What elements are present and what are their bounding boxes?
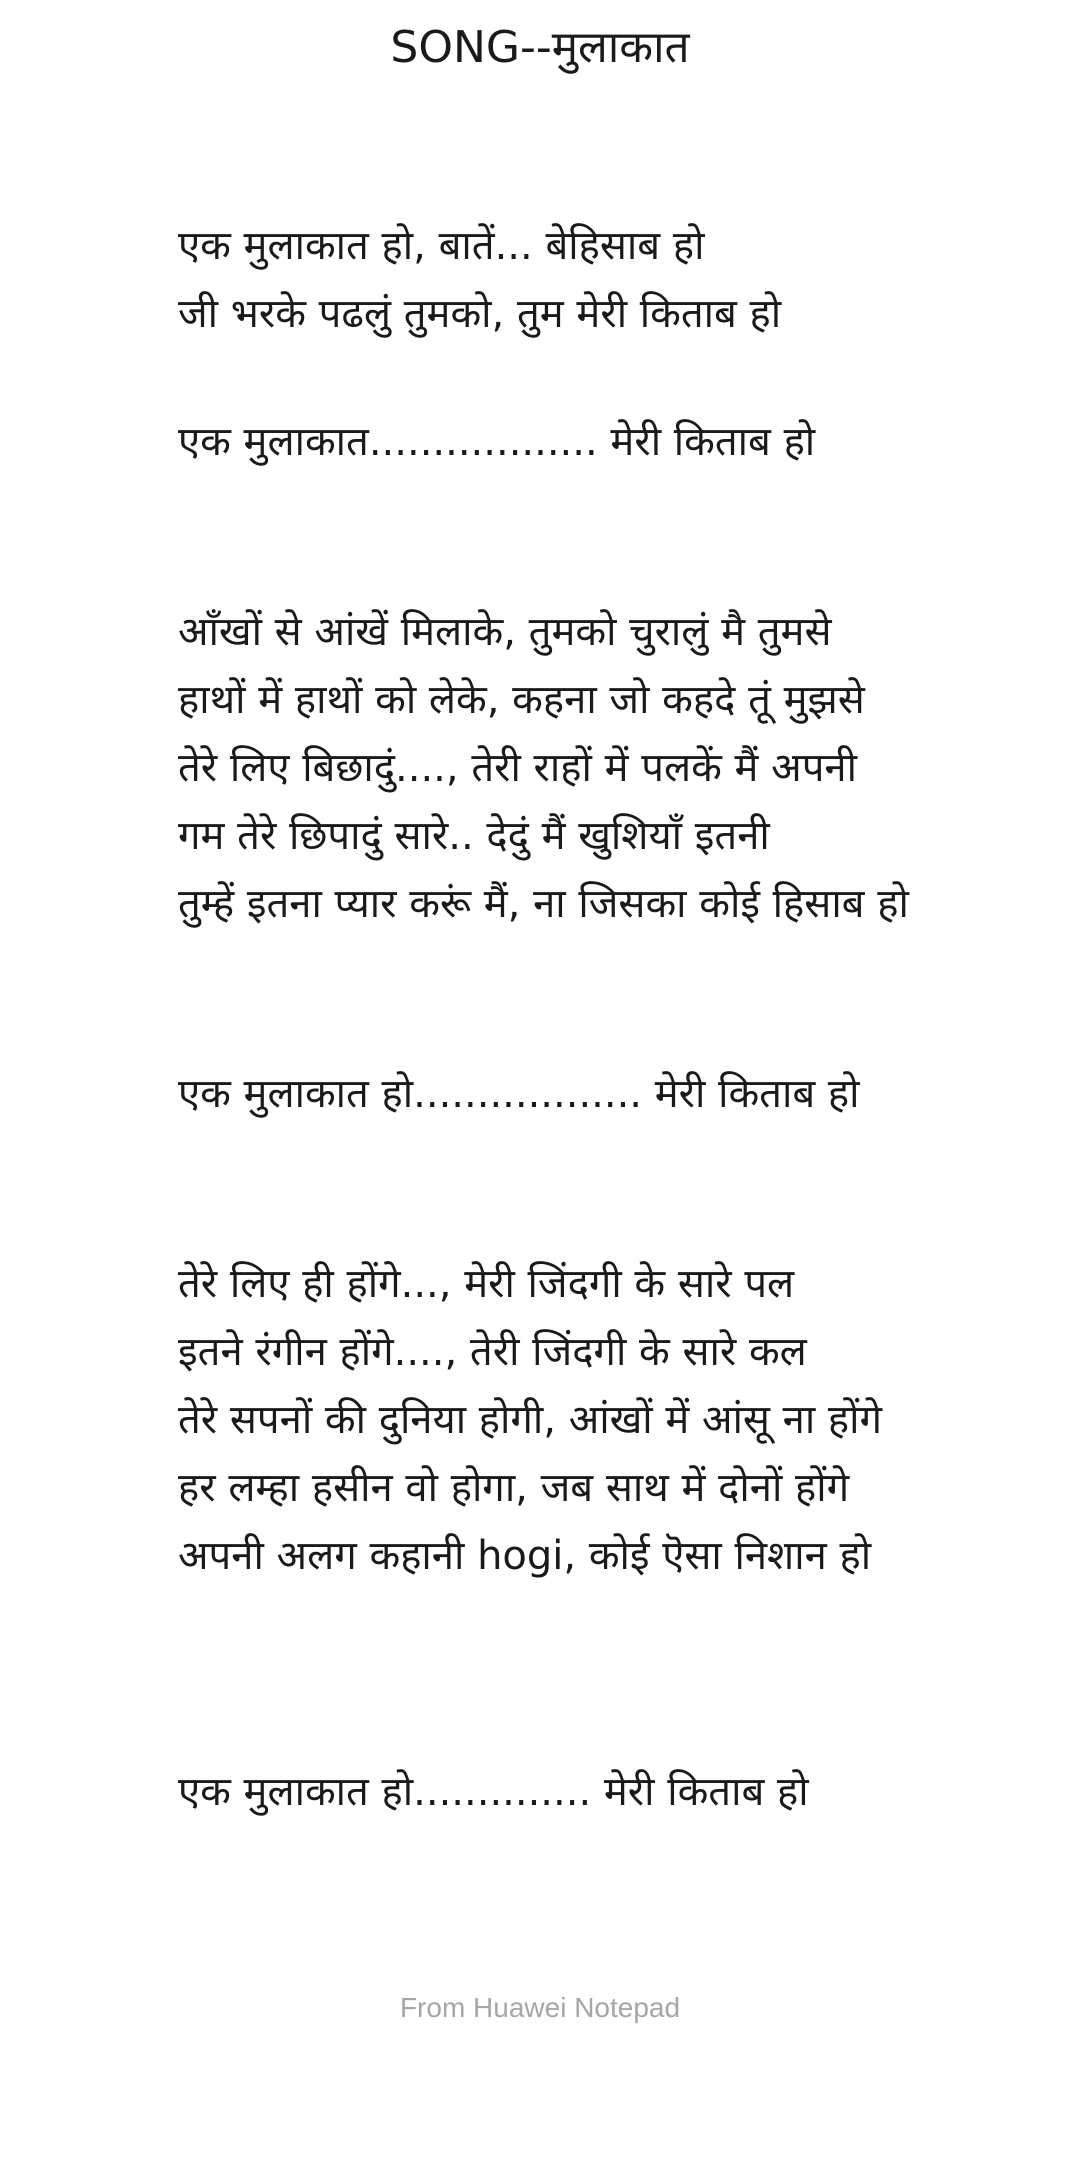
lyric-line: आँखों से आंखें मिलाके, तुमको चुरालुं मै तुमसे	[178, 609, 832, 655]
lyric-line: अपनी अलग कहानी hogi, कोई ऎसा निशान हो	[178, 1533, 872, 1579]
lyric-line: तुम्हें इतना प्यार करूं मैं, ना जिसका कोई हिसाब हो	[178, 881, 909, 927]
lyric-line: गम तेरे छिपादुं सारे.. देदुं मैं खुशियाँ इतनी	[178, 813, 770, 859]
app-watermark: From Huawei Notepad	[399, 1992, 681, 2023]
lyric-line: हाथों में हाथों को लेके, कहना जो कहदे तूं मुझसे	[178, 677, 865, 723]
lyric-line: तेरे सपनों की दुनिया होगी, आंखों में आंसू ना होंगे	[178, 1397, 883, 1443]
lyric-line: हर लम्हा हसीन वो होगा, जब साथ में दोनों होंगे	[178, 1465, 850, 1511]
refrain-line: एक मुलाकात.................. मेरी किताब हो	[178, 419, 816, 465]
lyric-line: जी भरके पढलुं तुमको, तुम मेरी किताब हो	[178, 291, 782, 337]
lyric-line: एक मुलाकात हो, बातें... बेहिसाब हो	[178, 223, 705, 269]
lyric-line: तेरे लिए ही होंगे..., मेरी जिंदगी के सारे पल	[178, 1261, 795, 1307]
song-title: SONG--मुलाकात	[390, 22, 690, 73]
refrain-line: एक मुलाकात हो.............. मेरी किताब हो	[178, 1769, 809, 1815]
lyric-line: इतने रंगीन होंगे...., तेरी जिंदगी के सारे कल	[178, 1329, 807, 1375]
lyric-line: तेरे लिए बिछादुं...., तेरी राहों में पलकें मैं अपनी	[178, 745, 857, 791]
refrain-line: एक मुलाकात हो.................. मेरी किताब हो	[178, 1071, 860, 1117]
